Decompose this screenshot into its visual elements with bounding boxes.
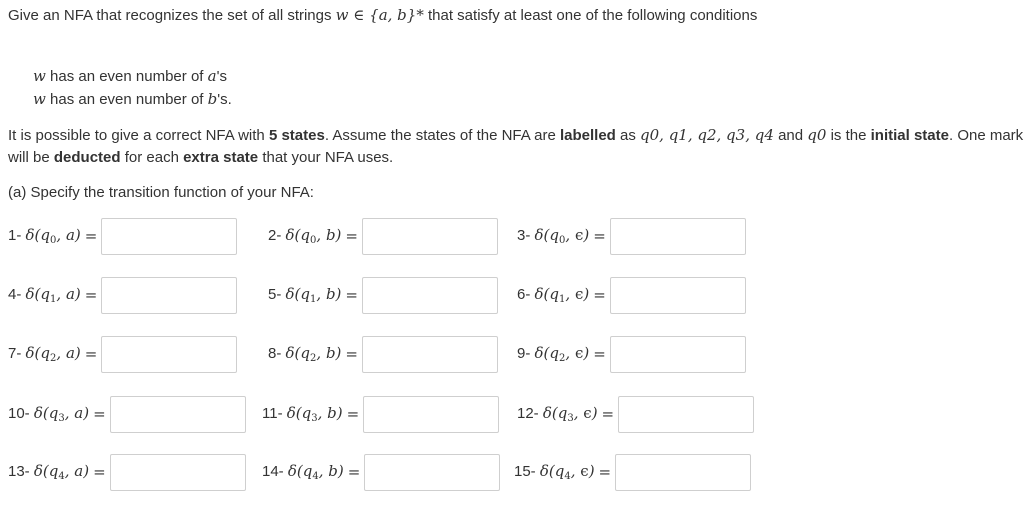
transition-answer-input[interactable] [610,218,746,255]
transition-answer-input[interactable] [618,396,754,433]
transition-4 [8,276,237,314]
transition-answer-input[interactable] [610,336,746,373]
condition-2 [33,90,232,108]
para1-text-i: . One mark [948,127,1024,144]
para2-text-a: will be [8,149,50,166]
transition-answer-input[interactable] [110,454,246,491]
para1-bold-labelled: labelled [559,127,616,144]
transition-13 [8,453,246,491]
transition-label: 6- $\delta(q_1$, ϵ) [517,285,590,305]
equals-sign: = [346,405,360,423]
transition-8 [268,335,498,373]
equals-sign: = [345,345,358,363]
transition-14 [262,453,500,491]
transition-15 [514,453,751,491]
transition-11 [262,395,499,433]
equals-sign: = [593,227,606,245]
condition-2-var: w [33,90,46,108]
condition-2-text: has an even number of [50,91,204,108]
para2-text-c: for each [124,149,179,166]
transition-answer-input[interactable] [110,396,246,433]
transition-9 [517,335,746,373]
condition-1 [33,67,227,85]
title-suffix: that satisfy at least one of the following conditions [428,7,758,24]
transition-answer-input[interactable] [101,218,237,255]
equals-sign: = [593,345,606,363]
transition-label: 11- $\delta(q_3$, b) [262,404,343,424]
equals-sign: = [84,227,98,245]
transition-label: 9- $\delta(q_2$, ϵ) [517,344,590,364]
condition-1-text: has an even number of [50,68,204,85]
equals-sign: = [93,463,106,481]
para1-bold-states: 5 states [268,127,325,144]
para1-state-list: q0, q1, q2, q3, q4 [640,126,774,144]
condition-1-var: w [33,67,46,85]
transition-3 [517,217,746,255]
part-a-heading: (a) Specify the transition function of your NFA: [8,184,314,201]
para2-text-e: that your NFA uses. [262,149,394,166]
transition-label: 8- $\delta(q_2$, b) [268,344,342,364]
transition-5 [268,276,498,314]
para1-text-c: . Assume the states of the NFA are [324,127,556,144]
para1-text-f: and [778,127,804,144]
para1-initial-state: q0 [807,126,827,144]
transition-label: 7- $\delta(q_2$, a) [8,344,81,364]
title-math: w ∈ {a, b}* [335,6,424,24]
condition-1-symbol: a [207,67,217,85]
transition-answer-input[interactable] [362,277,498,314]
transition-label: 14- $\delta(q_4$, b) [262,462,344,482]
condition-1-suffix: 's [216,68,227,85]
instructions-line-2 [8,149,393,166]
transition-answer-input[interactable] [610,277,746,314]
transition-2 [268,217,498,255]
equals-sign: = [93,405,106,423]
para1-text-e: as [620,127,636,144]
condition-2-suffix: 's. [217,91,232,108]
equals-sign: = [345,227,358,245]
transition-label: 4- $\delta(q_1$, a) [8,285,81,305]
transition-12 [517,395,754,433]
equals-sign: = [347,463,361,481]
transition-answer-input[interactable] [101,336,237,373]
transition-answer-input[interactable] [362,218,498,255]
transition-label: 15- $\delta(q_4$, ϵ) [514,462,595,482]
para1-text-g: is the [830,127,867,144]
equals-sign: = [598,463,612,481]
transition-10 [8,395,246,433]
question-title [8,6,757,24]
transition-label: 1- $\delta(q_0$, a) [8,226,81,246]
equals-sign: = [601,405,615,423]
transition-answer-input[interactable] [363,396,499,433]
equals-sign: = [345,286,358,304]
transition-1 [8,217,237,255]
transition-7 [8,335,237,373]
equals-sign: = [593,286,606,304]
title-prefix: Give an NFA that recognizes the set of all strings [8,7,332,24]
para1-bold-initial: initial state [870,127,949,144]
transition-label: 3- $\delta(q_0$, ϵ) [517,226,590,246]
para1-text-a: It is possible to give a correct NFA with [8,127,265,144]
instructions-line-1 [8,126,1023,144]
para2-bold-extra-state: extra state [183,149,259,166]
transition-label: 2- $\delta(q_0$, b) [268,226,342,246]
transition-answer-input[interactable] [615,454,751,491]
equals-sign: = [84,345,98,363]
transition-label: 5- $\delta(q_1$, b) [268,285,342,305]
transition-answer-input[interactable] [364,454,500,491]
equals-sign: = [84,286,98,304]
transition-6 [517,276,746,314]
transition-answer-input[interactable] [101,277,237,314]
para2-bold-deducted: deducted [53,149,121,166]
transition-label: 10- $\delta(q_3$, a) [8,404,90,424]
transition-label: 13- $\delta(q_4$, a) [8,462,90,482]
condition-2-symbol: b [207,90,218,108]
transition-answer-input[interactable] [362,336,498,373]
transition-label: 12- $\delta(q_3$, ϵ) [517,404,598,424]
